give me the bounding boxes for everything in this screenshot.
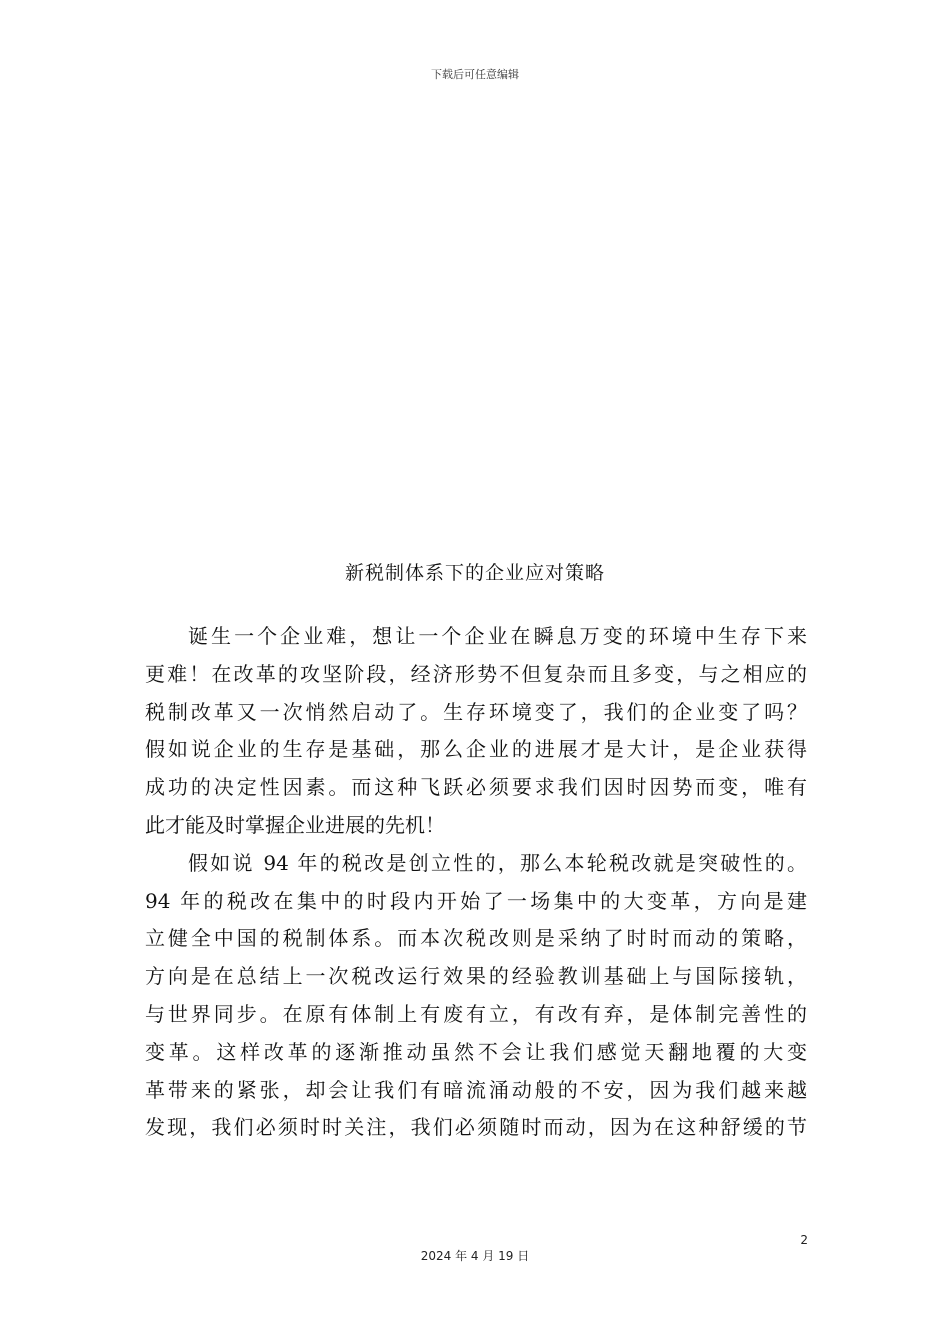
- paragraph-2: [145, 845, 807, 1147]
- document-body: [145, 618, 807, 1147]
- paragraph-1: [145, 618, 807, 845]
- paragraph-line: 更难！在改革的攻坚阶段，经济形势不但复杂而且多变，与之相应的: [145, 661, 807, 686]
- paragraph-line: 假如说企业的生存是基础，那么企业的进展才是大计，是企业获得: [145, 737, 807, 762]
- paragraph-line: 94 年的税改在集中的时段内开始了一场集中的大变革，方向是建: [145, 888, 807, 913]
- paragraph-line: 与世界同步。在原有体制上有废有立，有改有弃，是体制完善性的: [145, 1001, 807, 1026]
- paragraph-line: 方向是在总结上一次税改运行效果的经验教训基础上与国际接轨，: [145, 964, 807, 989]
- page-header-note: 下载后可任意编辑: [431, 68, 519, 81]
- paragraph-line: 革带来的紧张，却会让我们有暗流涌动般的不安，因为我们越来越: [145, 1077, 807, 1102]
- paragraph-line: 假如说 94 年的税改是创立性的，那么本轮税改就是突破性的。: [188, 850, 807, 875]
- document-title: 新税制体系下的企业应对策略: [344, 562, 605, 584]
- paragraph-line: 此才能及时掌握企业进展的先机！: [145, 812, 445, 837]
- paragraph-line: 成功的决定性因素。而这种飞跃必须要求我们因时因势而变，唯有: [145, 775, 807, 800]
- page-footer-date: 2024 年 4 月 19 日: [420, 1249, 530, 1263]
- page-number: 2: [800, 1233, 808, 1247]
- paragraph-line: 诞生一个企业难，想让一个企业在瞬息万变的环境中生存下来: [188, 624, 807, 648]
- paragraph-line: 税制改革又一次悄然启动了。生存环境变了，我们的企业变了吗？: [145, 699, 807, 724]
- paragraph-line: 发现，我们必须时时关注，我们必须随时而动，因为在这种舒缓的节: [145, 1115, 807, 1140]
- paragraph-line: 变革。这样改革的逐渐推动虽然不会让我们感觉天翻地覆的大变: [145, 1039, 807, 1064]
- paragraph-line: 立健全中国的税制体系。而本次税改则是采纳了时时而动的策略，: [145, 926, 807, 951]
